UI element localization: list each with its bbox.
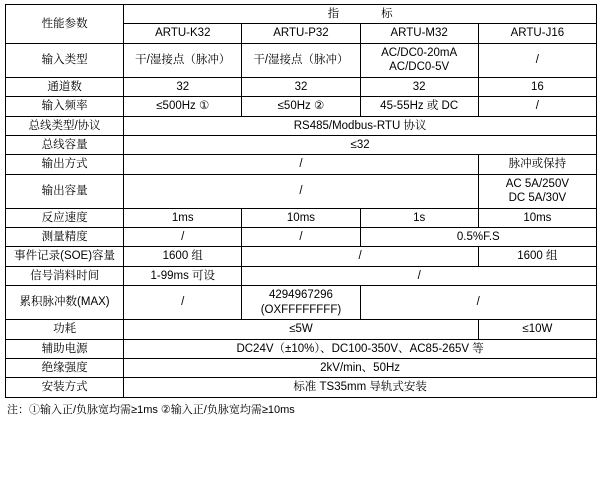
cell-line: AC 5A/250V	[505, 177, 570, 190]
cell-value: 干/湿接点（脉冲）	[124, 43, 242, 77]
cell-value: 1s	[360, 208, 478, 227]
header-parameter-label: 性能参数	[6, 5, 124, 44]
table-header-row-1	[6, 5, 597, 24]
cell-value: ≤500Hz ①	[124, 97, 242, 116]
cell-value: DC24V（±10%）、DC100-350V、AC85-265V 等	[124, 339, 597, 358]
row-label: 反应速度	[6, 208, 124, 227]
cell-value: 干/湿接点（脉冲）	[242, 43, 360, 77]
cell-value: /	[124, 286, 242, 320]
cell-value: RS485/Modbus-RTU 协议	[124, 116, 597, 135]
cell-value: 16	[478, 77, 596, 96]
cell-value	[478, 174, 596, 208]
row-label: 输出容量	[6, 174, 124, 208]
row-label: 总线类型/协议	[6, 116, 124, 135]
header-model-2: ARTU-M32	[360, 24, 478, 43]
table-row	[6, 320, 597, 339]
cell-value: ≤10W	[478, 320, 596, 339]
cell-value: /	[242, 266, 597, 285]
cell-value: 1600 组	[124, 247, 242, 266]
table-row	[6, 97, 597, 116]
cell-value	[360, 43, 478, 77]
cell-value: /	[124, 155, 479, 174]
specification-table	[5, 4, 597, 398]
header-spread-left: 指	[327, 8, 340, 20]
table-row	[6, 247, 597, 266]
table-row	[6, 339, 597, 358]
cell-value	[242, 286, 360, 320]
cell-value: 1-99ms 可设	[124, 266, 242, 285]
cell-line: AC/DC0-5V	[389, 61, 450, 74]
table-row	[6, 174, 597, 208]
row-label: 总线容量	[6, 135, 124, 154]
table-row	[6, 208, 597, 227]
cell-value: /	[242, 247, 478, 266]
cell-value: 32	[124, 77, 242, 96]
row-label: 辅助电源	[6, 339, 124, 358]
cell-line: 4294967296	[268, 289, 333, 302]
cell-value: 32	[360, 77, 478, 96]
cell-value: /	[124, 228, 242, 247]
cell-value: /	[124, 174, 479, 208]
table-row	[6, 286, 597, 320]
cell-value: 10ms	[478, 208, 596, 227]
table-footnote: 注：①输入正/负脉宽均需≥1ms ②输入正/负脉宽均需≥10ms	[7, 403, 295, 416]
row-label: 测量精度	[6, 228, 124, 247]
row-label: 信号消料时间	[6, 266, 124, 285]
cell-value: 0.5%F.S	[360, 228, 596, 247]
cell-line: (OXFFFFFFFF)	[260, 303, 342, 316]
cell-line: AC/DC0-20mA	[381, 46, 458, 59]
row-label: 输入类型	[6, 43, 124, 77]
table-row	[6, 135, 597, 154]
row-label: 事件记录(SOE)容量	[6, 247, 124, 266]
cell-value: ≤5W	[124, 320, 479, 339]
table-row	[6, 266, 597, 285]
header-spread-title	[124, 5, 597, 24]
table-body	[6, 5, 597, 398]
cell-value: 脉冲或保持	[478, 155, 596, 174]
cell-value: /	[478, 43, 596, 77]
row-label: 安装方式	[6, 378, 124, 397]
row-label: 输出方式	[6, 155, 124, 174]
cell-value: 1ms	[124, 208, 242, 227]
row-label: 累积脉冲数(MAX)	[6, 286, 124, 320]
table-row	[6, 155, 597, 174]
header-model-0: ARTU-K32	[124, 24, 242, 43]
header-model-3: ARTU-J16	[478, 24, 596, 43]
row-label: 功耗	[6, 320, 124, 339]
row-label: 通道数	[6, 77, 124, 96]
table-row	[6, 43, 597, 77]
table-row	[6, 358, 597, 377]
cell-value: 10ms	[242, 208, 360, 227]
cell-value: /	[242, 228, 360, 247]
header-model-1: ARTU-P32	[242, 24, 360, 43]
table-row	[6, 116, 597, 135]
table-row	[6, 77, 597, 96]
cell-value: 32	[242, 77, 360, 96]
cell-value: /	[360, 286, 596, 320]
row-label: 输入频率	[6, 97, 124, 116]
cell-value: /	[478, 97, 596, 116]
table-row	[6, 228, 597, 247]
cell-value: ≤50Hz ②	[242, 97, 360, 116]
cell-line: DC 5A/30V	[508, 192, 567, 205]
cell-value: 1600 组	[478, 247, 596, 266]
row-label: 绝缘强度	[6, 358, 124, 377]
cell-value: 2kV/min、50Hz	[124, 358, 597, 377]
cell-value: 标准 TS35mm 导轨式安装	[124, 378, 597, 397]
cell-value: 45-55Hz 或 DC	[360, 97, 478, 116]
header-spread-right: 标	[381, 8, 393, 20]
cell-value: ≤32	[124, 135, 597, 154]
table-row	[6, 378, 597, 397]
